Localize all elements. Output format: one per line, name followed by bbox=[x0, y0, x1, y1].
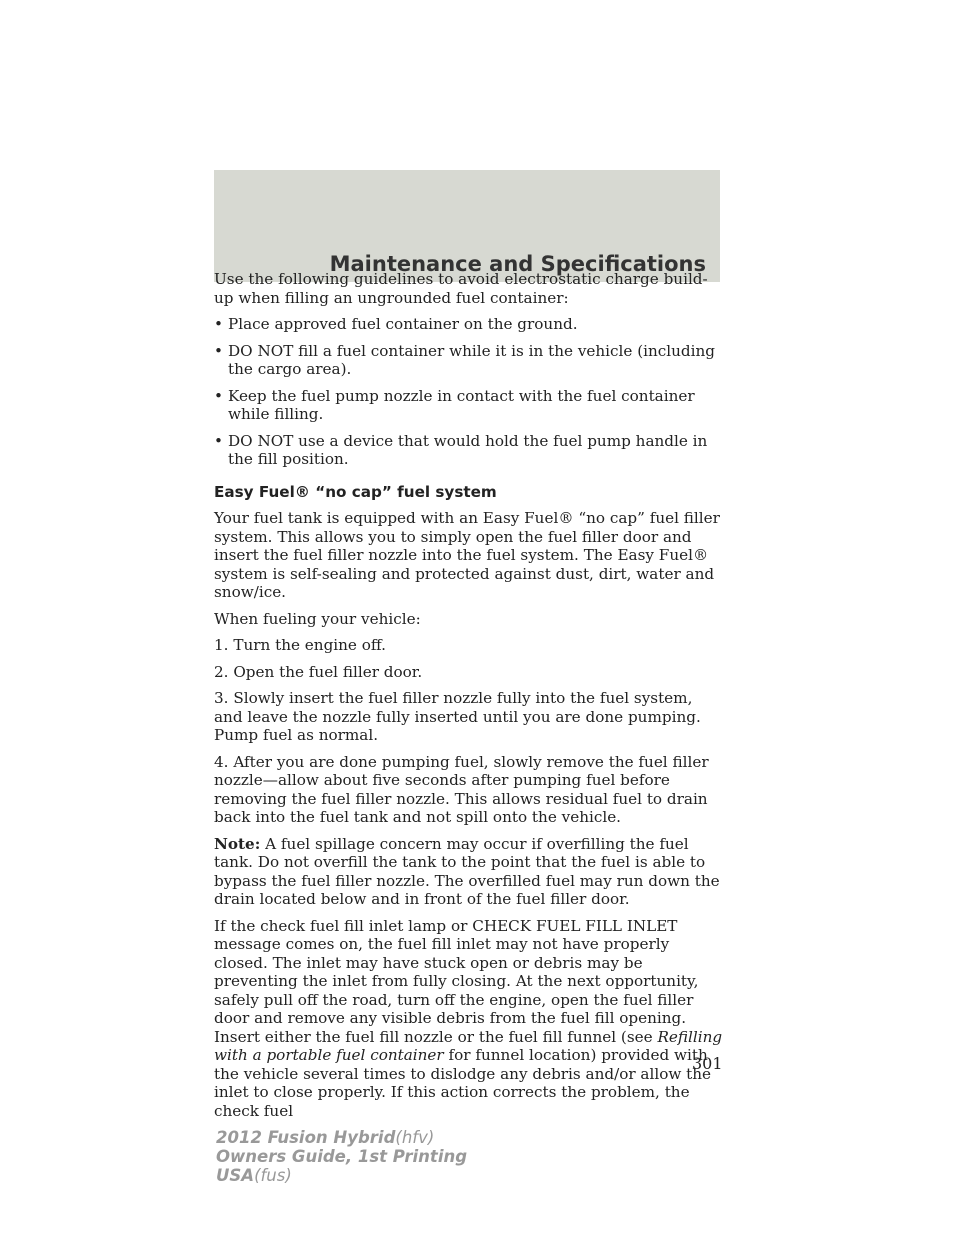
footer-market: USA bbox=[216, 1166, 255, 1185]
note-paragraph bbox=[214, 835, 724, 909]
list-item: • DO NOT use a device that would hold the fuel pump handle in the fill position. bbox=[214, 432, 724, 469]
intro-paragraph: Use the following guidelines to avoid electrostatic charge build-up when filling an ungrounded fuel container: bbox=[214, 270, 708, 307]
list-item: • Keep the fuel pump nozzle in contact with the fuel container while filling. bbox=[214, 387, 724, 424]
easy-fuel-description: Your fuel tank is equipped with an Easy Fuel® “no cap” fuel filler system. This allows you to simply open the fuel filler door and insert the fuel filler nozzle into the fuel system. The Easy Fuel® system is self-sealing and protected against dust, dirt, water and snow/ice. bbox=[214, 509, 720, 601]
step-item: 3. Slowly insert the fuel filler nozzle fully into the fuel system, and leave the nozzle fully inserted until you are done pumping. Pump fuel as normal. bbox=[214, 689, 701, 744]
when-fueling-label: When fueling your vehicle: bbox=[214, 609, 421, 628]
note-label: Note: bbox=[214, 834, 261, 853]
footer-line-market bbox=[216, 1166, 467, 1185]
footer-line-guide bbox=[216, 1147, 467, 1166]
list-item: • Place approved fuel container on the ground. bbox=[214, 315, 724, 334]
list-item: • DO NOT fill a fuel container while it is in the vehicle (including the cargo area). bbox=[214, 342, 724, 379]
step-item: 4. After you are done pumping fuel, slowly remove the fuel filler nozzle—allow about five seconds after pumping fuel before removing the fuel filler nozzle. This allows residual fuel to drain back into the fuel tank and not spill onto the vehicle. bbox=[214, 752, 709, 826]
note-text: A fuel spillage concern may occur if overfilling the fuel tank. Do not overfill the tank to the point that the fuel is able to bypass the fuel filler nozzle. The overfilled fuel may run down the drain located below and in front of the fuel filler door. bbox=[214, 834, 720, 908]
footer-model: 2012 Fusion Hybrid bbox=[216, 1128, 396, 1147]
guidelines-list bbox=[214, 315, 724, 469]
section-title: Maintenance and Specifications bbox=[329, 252, 706, 276]
footer-market-code: (fus) bbox=[254, 1166, 292, 1185]
page-content bbox=[214, 270, 724, 1128]
section-header-band bbox=[214, 170, 720, 282]
footer-model-code: (hfv) bbox=[395, 1128, 435, 1147]
cross-reference-link[interactable]: Refilling with a portable fuel container bbox=[214, 1027, 723, 1064]
check-text-part-2: for funnel location) provided with the vehicle several times to dislodge any debris and/or allow the inlet to close properly. If this action corrects the problem, the check fuel bbox=[214, 1046, 712, 1120]
document-footer bbox=[216, 1128, 467, 1185]
footer-guide: Owners Guide, 1st Printing bbox=[216, 1147, 468, 1166]
step-item: 2. Open the fuel filler door. bbox=[214, 662, 423, 681]
step-item: 1. Turn the engine off. bbox=[214, 636, 386, 654]
page-number: 301 bbox=[692, 1054, 723, 1073]
check-text-part-1: If the check fuel fill inlet lamp or CHECK FUEL FILL INLET message comes on, the fuel fill inlet may not have properly closed. The inlet may have stuck open or debris may be preventing the inlet from fully closing. At the next opportunity, safely pull off the road, turn off the engine, open the fuel filler door and remove any visible debris from the fuel fill opening. Insert either the fuel fill nozzle or the fuel fill funnel (see bbox=[214, 916, 699, 1046]
easy-fuel-heading: Easy Fuel® “no cap” fuel system bbox=[214, 482, 497, 501]
check-fuel-paragraph bbox=[214, 917, 724, 1121]
footer-line-model bbox=[216, 1128, 467, 1147]
